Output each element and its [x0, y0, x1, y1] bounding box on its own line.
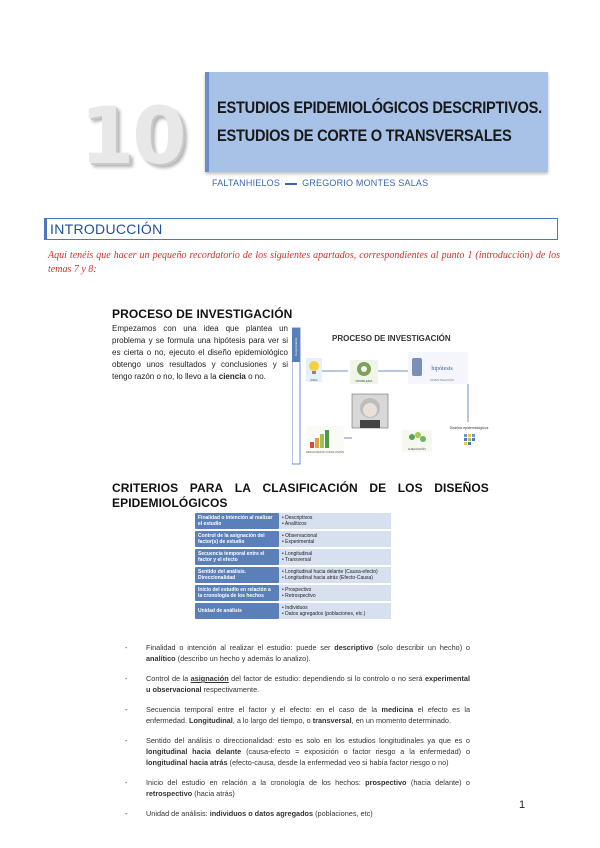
criteria-value: • Descriptivos — [282, 515, 313, 521]
author-1: FALTANHIELOS — [212, 178, 281, 188]
criteria-values — [279, 585, 391, 601]
problem-label: PROBLEMA — [355, 379, 373, 383]
criteria-heading-word: DE — [369, 481, 387, 495]
results-chart-icon — [310, 442, 314, 448]
investigation-label: INVESTIGACIÓN — [430, 378, 454, 382]
figure-icon — [412, 358, 422, 376]
process-heading: PROCESO DE INVESTIGACIÓN — [112, 307, 293, 321]
bullet-control: - Control de la asignación del factor de estudio: dependiendo si lo controlo o no será experimental u observacional respectivamente. — [125, 673, 470, 695]
criteria-label: Unidad de análisis — [195, 603, 279, 619]
criteria-label: Secuencia temporal entre el factor y el efecto — [195, 549, 279, 565]
process-text-bold: ciencia — [218, 372, 246, 381]
criteria-heading-word: LOS — [397, 481, 423, 495]
criteria-value: • Retrospectivo — [282, 593, 316, 599]
bullet-inicio: - Inicio del estudio en relación a la cronología de los hechos: prospectivo (hacia delante) o retrospectivo (hacia atrás) — [125, 777, 470, 799]
chapter-number: 10 — [80, 92, 185, 182]
criteria-heading-word: PARA — [189, 481, 224, 495]
intro-heading-text: INTRODUCCIÓN — [50, 221, 163, 237]
criteria-value: • Longitudinal hacia atrás (Efecto-Causa) — [282, 575, 373, 581]
criteria-label: Finalidad o intención al realizar el estudio — [195, 513, 279, 529]
criteria-value: • Individuos — [282, 605, 308, 611]
diagram-side-label: Conocimiento — [294, 337, 298, 356]
criteria-values — [279, 549, 391, 565]
criteria-row — [195, 567, 391, 583]
criteria-row — [195, 603, 391, 619]
criteria-table — [195, 513, 391, 621]
criteria-row — [195, 549, 391, 565]
title-line-1: ESTUDIOS EPIDEMIOLÓGICOS DESCRIPTIVOS. — [217, 98, 542, 117]
criteria-value: • Experimental — [282, 539, 315, 545]
criteria-row — [195, 531, 391, 547]
author-2: GREGORIO MONTES SALAS — [302, 178, 429, 188]
designs-label: Diseños epidemiológicos — [449, 426, 489, 430]
criteria-values — [279, 531, 391, 547]
criteria-heading-word: CLASIFICACIÓN — [262, 481, 358, 495]
criteria-heading-word: CRITERIOS — [112, 481, 179, 495]
research-process-diagram — [292, 326, 492, 466]
page-number: 1 — [519, 799, 526, 811]
lightbulb-icon — [309, 361, 319, 371]
intro-section-heading — [44, 218, 558, 240]
criteria-row — [195, 513, 391, 529]
criteria-values — [279, 513, 391, 529]
idea-label: IDEA — [310, 378, 318, 382]
process-text-pre: Empezamos con una idea que plantea un problema y se formula una hipótesis para ver si es cierta o no, ejecuto el diseño epidemiológico obtengo unos resultados y conclusiones y si tengo razón o no, lo llevo a la — [112, 324, 288, 381]
title-box — [205, 72, 548, 172]
criteria-value: • Transversal — [282, 557, 311, 563]
execution-label: EJECUCIÓN — [408, 447, 426, 451]
criteria-heading-word: LA — [234, 481, 251, 495]
criteria-values — [279, 567, 391, 583]
criteria-value: • Longitudinal hacia delante (Causa-efecto) — [282, 569, 378, 575]
criteria-value: • Datos agregados (poblaciones, etc.) — [282, 611, 366, 617]
diagram-title: PROCESO DE INVESTIGACIÓN — [332, 334, 451, 343]
criteria-heading-line-2: EPIDEMIOLÓGICOS — [112, 496, 228, 510]
authors — [212, 178, 428, 188]
process-text-post: o no. — [245, 372, 266, 381]
title-line-2: ESTUDIOS DE CORTE O TRANSVERSALES — [217, 126, 512, 145]
criteria-heading — [112, 481, 489, 511]
bullet-finalidad: - Finalidad o intención al realizar el estudio: puede ser descriptivo (solo describir un hecho) o analítico (describo un hecho y además lo analizo). — [125, 642, 470, 664]
criteria-value: • Observacional — [282, 533, 318, 539]
criteria-label: Control de la asignación del factor(s) de estudio — [195, 531, 279, 547]
criteria-bullet-list — [125, 642, 470, 819]
criteria-value: • Analíticos — [282, 521, 307, 527]
intro-paragraph: Aquí tenéis que hacer un pequeño recordatorio de los siguientes apartados, correspondientes al punto 1 (introducción) de los temas 7 y 8: — [48, 250, 560, 275]
criteria-value: • Longitudinal — [282, 551, 313, 557]
process-paragraph — [112, 323, 288, 383]
criteria-values — [279, 603, 391, 619]
author-separator — [285, 183, 297, 185]
criteria-value: • Prospectivo — [282, 587, 312, 593]
criteria-label: Inicio del estudio en relación a la cronología de los hechos — [195, 585, 279, 601]
criteria-label: Sentido del análisis. Direccionalidad — [195, 567, 279, 583]
criteria-row — [195, 585, 391, 601]
criteria-heading-word: DISEÑOS — [434, 481, 489, 495]
results-label: RESULTADOS CONCLUSIÓN — [306, 450, 344, 454]
bullet-unidad: - Unidad de análisis: individuos o datos agregados (poblaciones, etc) — [125, 808, 470, 819]
criteria-heading-line-1 — [112, 481, 489, 496]
hypothesis-label: hipótesis — [431, 366, 453, 372]
bullet-secuencia: - Secuencia temporal entre el factor y el efecto: en el caso de la medicina el efecto es la enfermedad. Longitudinal, a lo largo del tiempo, o transversal, en un momento determinado. — [125, 704, 470, 726]
bullet-sentido: - Sentido del análisis o direccionalidad: esto es solo en los estudios longitudinales ya que es o longitudinal hacia delante (causa-efecto = exposición o factor riesgo a la enfermedad) o longitudinal hacia atrás (efecto-causa, desde la enfermedad veo si había factor riesgo o no) — [125, 735, 470, 768]
